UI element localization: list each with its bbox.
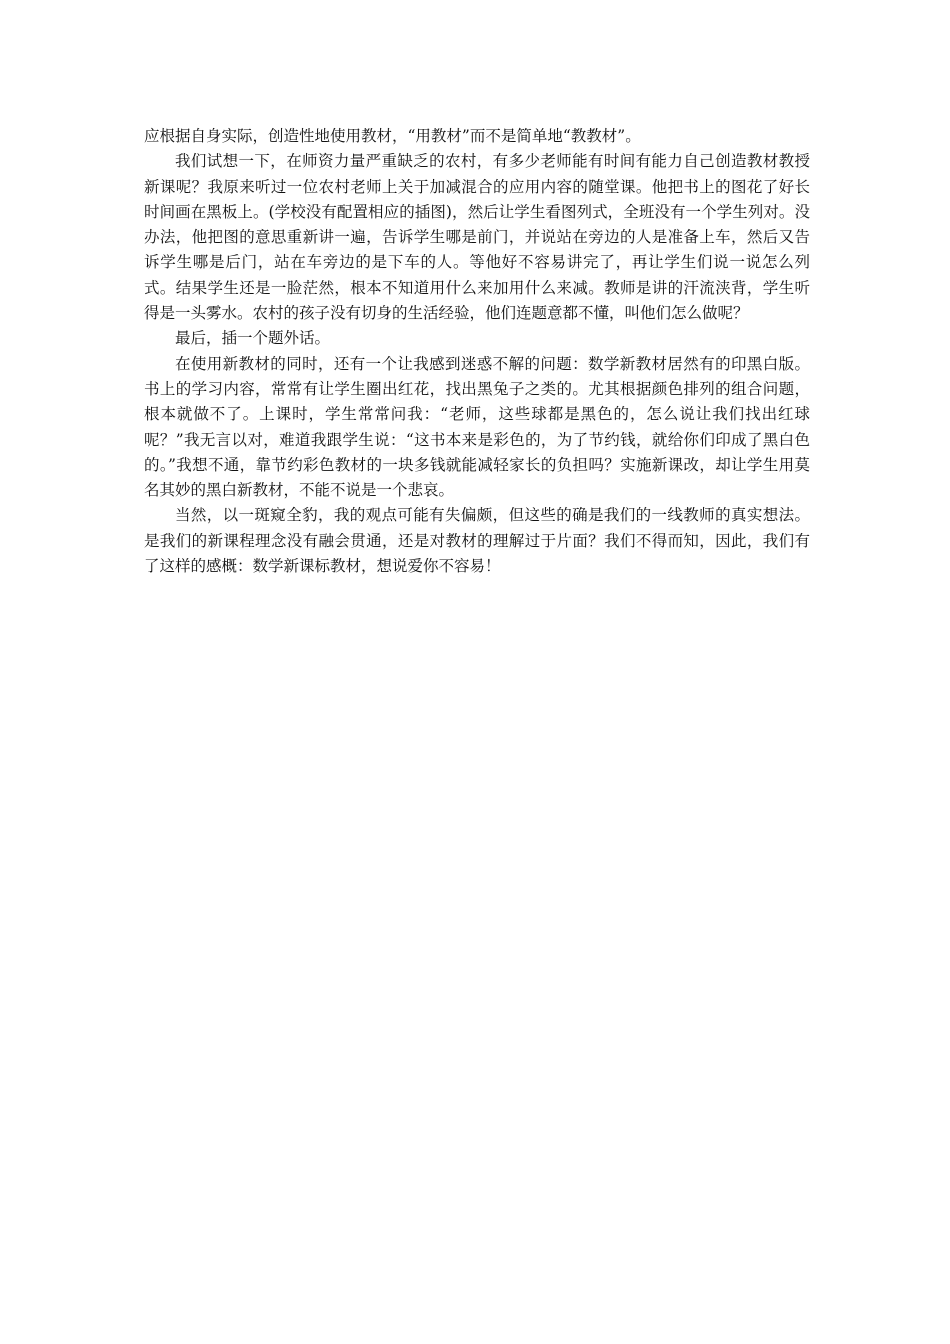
paragraph-conclusion: 当然，以一斑窥全豹，我的观点可能有失偏颇，但这些的确是我们的一线教师的真实想法。是我们的新课程理念没有融会贯通，还是对教材的理解过于片面？我们不得而知，因此，我们有了这样的感概：数学新课标教材，想说爱你不容易！ (144, 506, 810, 576)
paragraph-black-white-textbook: 在使用新教材的同时，还有一个让我感到迷惑不解的问题：数学新教材居然有的印黑白版。书上的学习内容，常常有让学生圈出红花，找出黑兔子之类的。尤其根据颜色排列的组合问题，根本就做不了。上课时，学生常常问我：“老师，这些球都是黑色的，怎么说让我们找出红球呢？”我无言以对，难道我跟学生说：“这书本来是彩色的，为了节约钱，就给你们印成了黑白色的。”我想不通，靠节约彩色教材的一块多钱就能减轻家长的负担吗？实施新课改，却让学生用莫名其妙的黑白新教材，不能不说是一个悲哀。 (144, 354, 810, 500)
paragraph-rural-teacher-example: 我们试想一下，在师资力量严重缺乏的农村，有多少老师能有时间有能力自己创造教材教授新课呢？我原来听过一位农村老师上关于加减混合的应用内容的随堂课。他把书上的图花了好长时间画在黑板上。(学校没有配置相应的插图)，然后让学生看图列式，全班没有一个学生列对。没办法，他把图的意思重新讲一遍，告诉学生哪是前门，并说站在旁边的人是准备上车，然后又告诉学生哪是后门，站在车旁边的是下车的人。等他好不容易讲完了，再让学生们说一说怎么列式。结果学生还是一脸茫然，根本不知道用什么来加用什么来减。教师是讲的汗流浃背，学生听得是一头雾水。农村的孩子没有切身的生活经验，他们连题意都不懂，叫他们怎么做呢？ (144, 152, 810, 323)
paragraph-continuation: 应根据自身实际，创造性地使用教材，“用教材”而不是简单地“教教材”。 (144, 127, 641, 145)
paragraph-aside-intro: 最后，插一个题外话。 (175, 329, 331, 348)
document-body (144, 124, 810, 579)
